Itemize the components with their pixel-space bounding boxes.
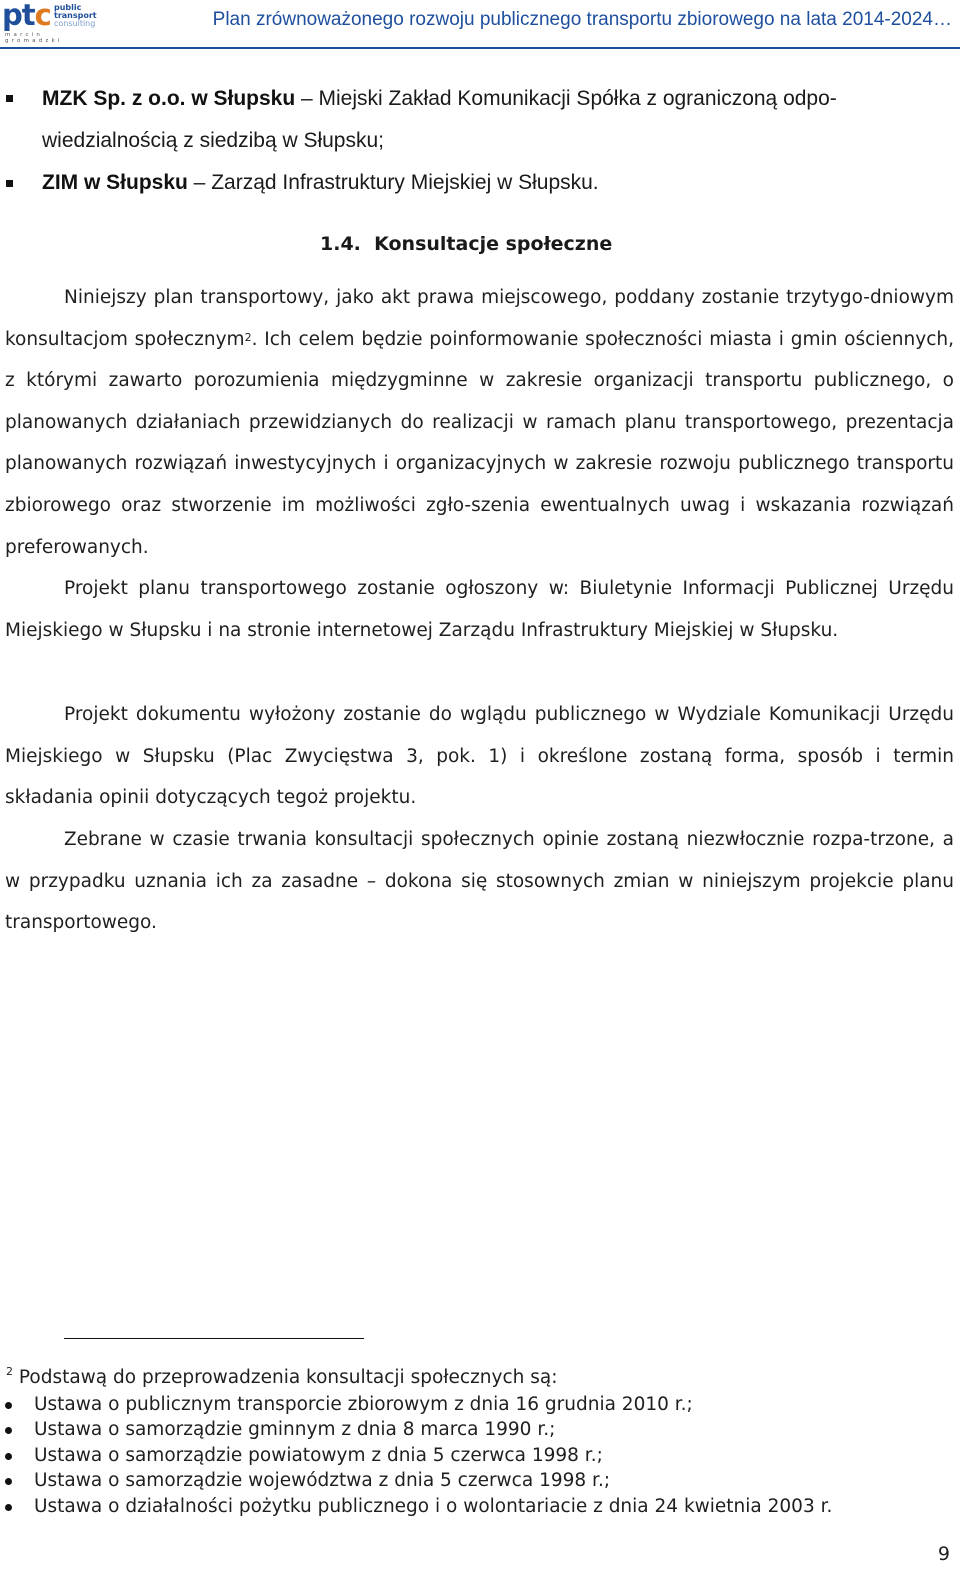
list-item-text: Ustawa o samorządzie powiatowym z dnia 5 czerwca 1998 r.; xyxy=(34,1444,603,1466)
logo-sub-transport: transport xyxy=(54,11,97,20)
bullet-icon xyxy=(5,1427,12,1434)
square-bullet-icon xyxy=(6,180,13,187)
entity-mzk xyxy=(42,78,837,120)
logo-subtitle xyxy=(54,4,97,28)
logo-sub-consulting: consulting xyxy=(54,19,96,28)
square-bullet-icon xyxy=(6,95,13,102)
footnote-number: 2 xyxy=(6,1365,13,1378)
list-item-text: Ustawa o samorządzie gminnym z dnia 8 marca 1990 r.; xyxy=(34,1419,556,1441)
page-number: 9 xyxy=(937,1543,950,1565)
footnote-ref[interactable]: 2 xyxy=(244,330,252,344)
bullet-icon xyxy=(5,1402,12,1409)
footnote-intro xyxy=(6,1367,557,1388)
bullet-icon xyxy=(5,1478,12,1485)
entity-mzk-continued: wiedzialnością z siedzibą w Słupsku; xyxy=(42,129,384,152)
paragraph-3: Projekt dokumentu wyłożony zostanie do wglądu publicznego w Wydziale Komunikacji Urzędu Miejskiego w Słupsku (Plac Zwycięstwa 3, pok. 1) i określone zostaną forma, sposób i termin składania opinii dotyczących tegoż projektu. xyxy=(5,704,954,809)
document-title: Plan zrównoważonego rozwoju publicznego transportu zbiorowego na lata 2014-2024… xyxy=(212,9,952,30)
entity-mzk-name: MZK Sp. z o.o. w Słupsku xyxy=(42,87,296,110)
logo-sub-public: public xyxy=(54,3,82,12)
paragraph-1-part-a: Niniejszy plan transportowy, jako akt prawa miejscowego, poddany zostanie trzytygo-dniowym konsultacjom społecznym xyxy=(5,287,954,350)
list-item-text: Ustawa o publicznym transporcie zbiorowym z dnia 16 grudnia 2010 r.; xyxy=(34,1394,693,1415)
entity-zim-name: ZIM w Słupsku xyxy=(42,171,188,194)
list-item xyxy=(0,1468,832,1493)
footnote-separator xyxy=(64,1338,364,1339)
bullet-icon xyxy=(5,1453,12,1460)
logo-mark: ptc xyxy=(2,0,51,32)
paragraph-1 xyxy=(5,277,954,568)
paragraph-4: Zebrane w czasie trwania konsultacji społecznych opinie zostaną niezwłocznie rozpa-trzone, a w przypadku uznania ich za zasadne – dokona się stosownych zmian w niniejszym projekcie planu transportowego. xyxy=(5,829,954,934)
list-item xyxy=(0,1443,832,1468)
footnote-intro-text: Podstawą do przeprowadzenia konsultacji społecznych są: xyxy=(13,1367,558,1388)
list-item xyxy=(0,1392,832,1417)
entity-zim-desc: – Zarząd Infrastruktury Miejskiej w Słupsku. xyxy=(187,171,599,194)
page-header xyxy=(0,0,960,52)
footnote-list xyxy=(0,1392,832,1519)
paragraph-2: Projekt planu transportowego zostanie ogłoszony w: Biuletynie Informacji Publicznej Urzędu Miejskiego w Słupsku i na stronie internetowej Zarządu Infrastruktury Miejskiej w Słupsku. xyxy=(5,578,954,641)
entity-mzk-desc: – Miejski Zakład Komunikacji Spółka z ograniczoną odpo- xyxy=(295,87,837,110)
section-heading: 1.4. Konsultacje społeczne xyxy=(320,233,613,255)
list-item-text: Ustawa o samorządzie województwa z dnia 5 czerwca 1998 r.; xyxy=(34,1470,611,1492)
list-item xyxy=(0,1417,832,1442)
entity-zim xyxy=(42,162,599,204)
logo-tagline: marcin gromadzki xyxy=(5,32,63,44)
header-divider xyxy=(0,47,960,49)
list-item-text: Ustawa o działalności pożytku publicznego i o wolontariacie z dnia 24 kwietnia 2003 r. xyxy=(34,1495,833,1517)
list-item xyxy=(0,1494,832,1519)
ptc-logo xyxy=(2,0,102,44)
paragraph-1-part-b: . Ich celem będzie poinformowanie społeczności miasta i gmin ościennych, z którymi zawarto porozumienia międzygminne w zakresie organizacji transportu publicznego, o planowanych działaniach przewidzianych do realizacji w ramach planu transportowego, prezentacja planowanych rozwiązań inwestycyjnych i organizacyjnych w zakresie rozwoju publicznego transportu zbiorowego oraz stworzenie im możliwości zgło-szenia ewentualnych uwag i wskazania rozwiązań preferowanych. xyxy=(5,328,954,558)
bullet-icon xyxy=(5,1504,12,1511)
